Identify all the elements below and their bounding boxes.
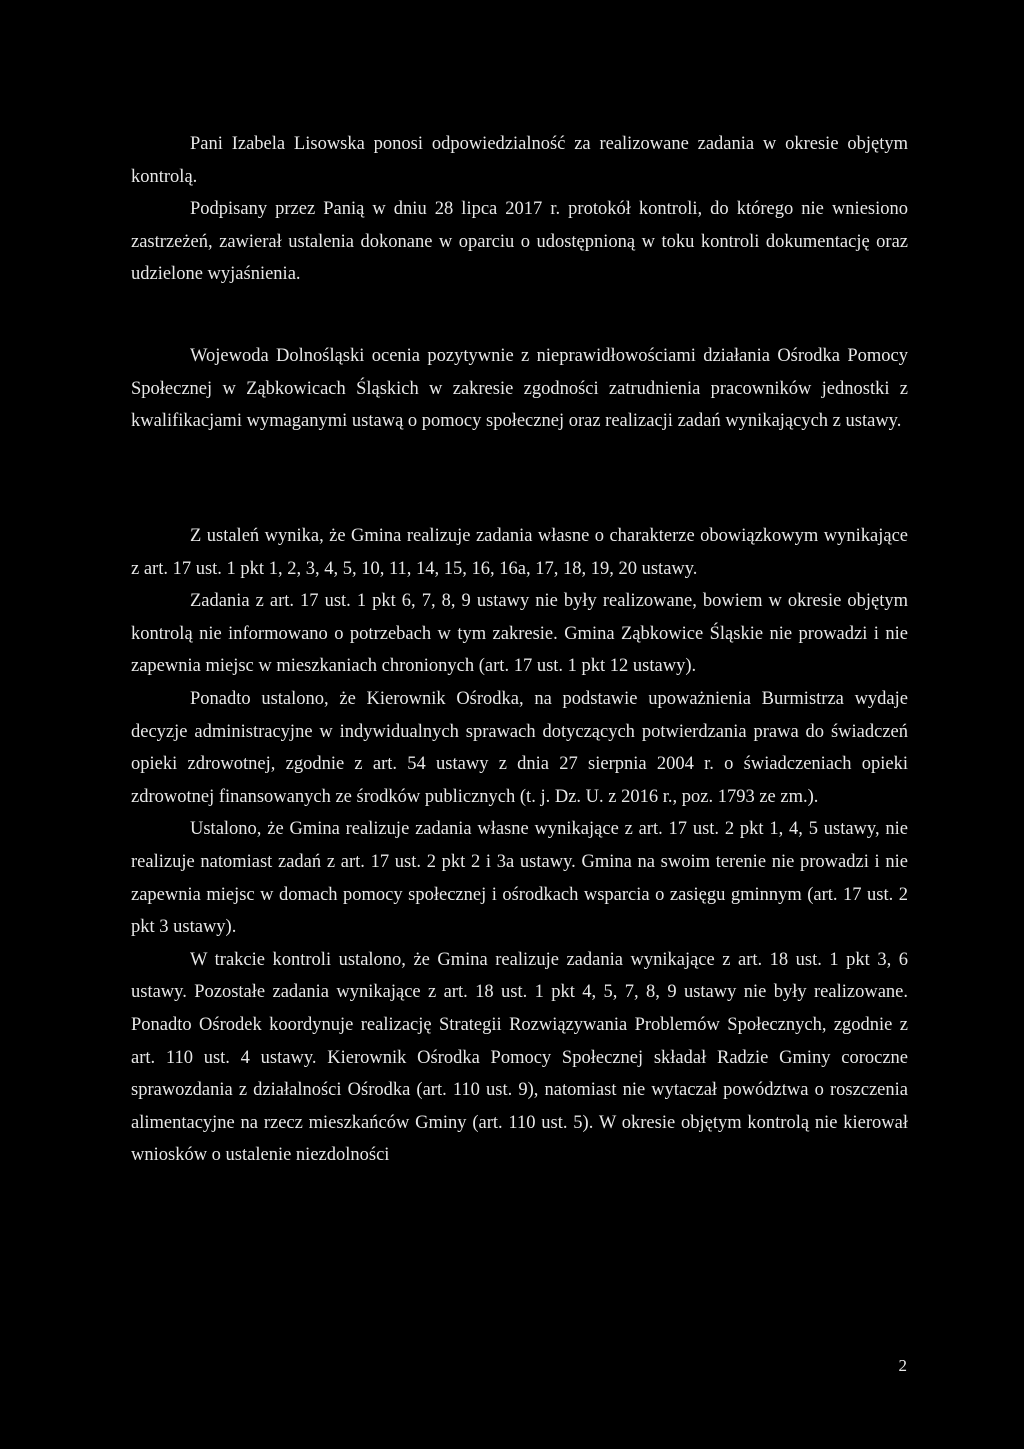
paragraph-art17-ust2: Ustalono, że Gmina realizuje zadania własne wynikające z art. 17 ust. 2 pkt 1, 4, 5 ustawy, nie realizuje natomiast zadań z art. 17 ust. 2 pkt 2 i 3a ustawy. Gmina na swoim terenie nie prowadzi i nie zapewnia miejsc w domach pomocy społecznej i ośrodkach wsparcia o zasięgu gminnym (art. 17 ust. 2 pkt 3 ustawy). bbox=[131, 819, 908, 938]
page-number: 2 bbox=[898, 1356, 907, 1375]
paragraph-art18: W trakcie kontroli ustalono, że Gmina realizuje zadania wynikające z art. 18 ust. 1 pkt 3, 6 ustawy. Pozostałe zadania wynikające z art. 18 ust. 1 pkt 4, 5, 7, 8, 9 ustawy nie były realizowane. Ponadto Ośrodek koordynuje realizację Strategii Rozwiązywania Problemów Społecznych, zgodnie z art. 110 ust. 4 ustawy. Kierownik Ośrodka Pomocy Społecznej składał Radzie Gminy coroczne sprawozdania z działalności Ośrodka (art. 110 ust. 9), natomiast nie wytaczał powództwa o roszczenia alimentacyjne na rzecz mieszkańców Gminy (art. 110 ust. 5). W okresie objętym kontrolą nie kierował wniosków o ustalenie niezdolności bbox=[131, 949, 908, 1166]
paragraph-protocol: Podpisany przez Panią w dniu 28 lipca 2017 r. protokół kontroli, do którego nie wniesiono zastrzeżeń, zawierał ustalenia dokonane w oparciu o udostępnioną w toku kontroli dokumentację oraz udzielone wyjaśnienia. bbox=[131, 199, 908, 285]
paragraph-administrative-decisions: Ponadto ustalono, że Kierownik Ośrodka, na podstawie upoważnienia Burmistrza wydaje decyzje administracyjne w indywidualnych sprawach dotyczących potwierdzania prawa do świadczeń opieki zdrowotnej, zgodnie z art. 54 ustawy z dnia 27 sierpnia 2004 r. o świadczeniach opieki zdrowotnej finansowanych ze środków publicznych (t. j. Dz. U. z 2016 r., poz. 1793 ze zm.). bbox=[131, 688, 908, 807]
section-findings bbox=[131, 520, 908, 1172]
section-responsibility bbox=[131, 128, 908, 291]
section-assessment bbox=[131, 340, 908, 438]
paragraph-unrealized-tasks: Zadania z art. 17 ust. 1 pkt 6, 7, 8, 9 ustawy nie były realizowane, bowiem w okresie objętym kontrolą nie informowano o potrzebach w tym zakresie. Gmina Ząbkowice Śląskie nie prowadzi i nie zapewnia miejsc w mieszkaniach chronionych (art. 17 ust. 1 pkt 12 ustawy). bbox=[131, 591, 908, 677]
paragraph-assessment: Wojewoda Dolnośląski ocenia pozytywnie z nieprawidłowościami działania Ośrodka Pomocy Społecznej w Ząbkowicach Śląskich w zakresie zgodności zatrudnienia pracowników jednostki z kwalifikacjami wymaganymi ustawą o pomocy społecznej oraz realizacji zadań wynikających z ustawy. bbox=[131, 346, 908, 432]
paragraph-own-tasks: Z ustaleń wynika, że Gmina realizuje zadania własne o charakterze obowiązkowym wynikające z art. 17 ust. 1 pkt 1, 2, 3, 4, 5, 10, 11, 14, 15, 16, 16a, 17, 18, 19, 20 ustawy. bbox=[131, 526, 908, 579]
paragraph-responsibility: Pani Izabela Lisowska ponosi odpowiedzialność za realizowane zadania w okresie objętym kontrolą. bbox=[131, 134, 908, 187]
